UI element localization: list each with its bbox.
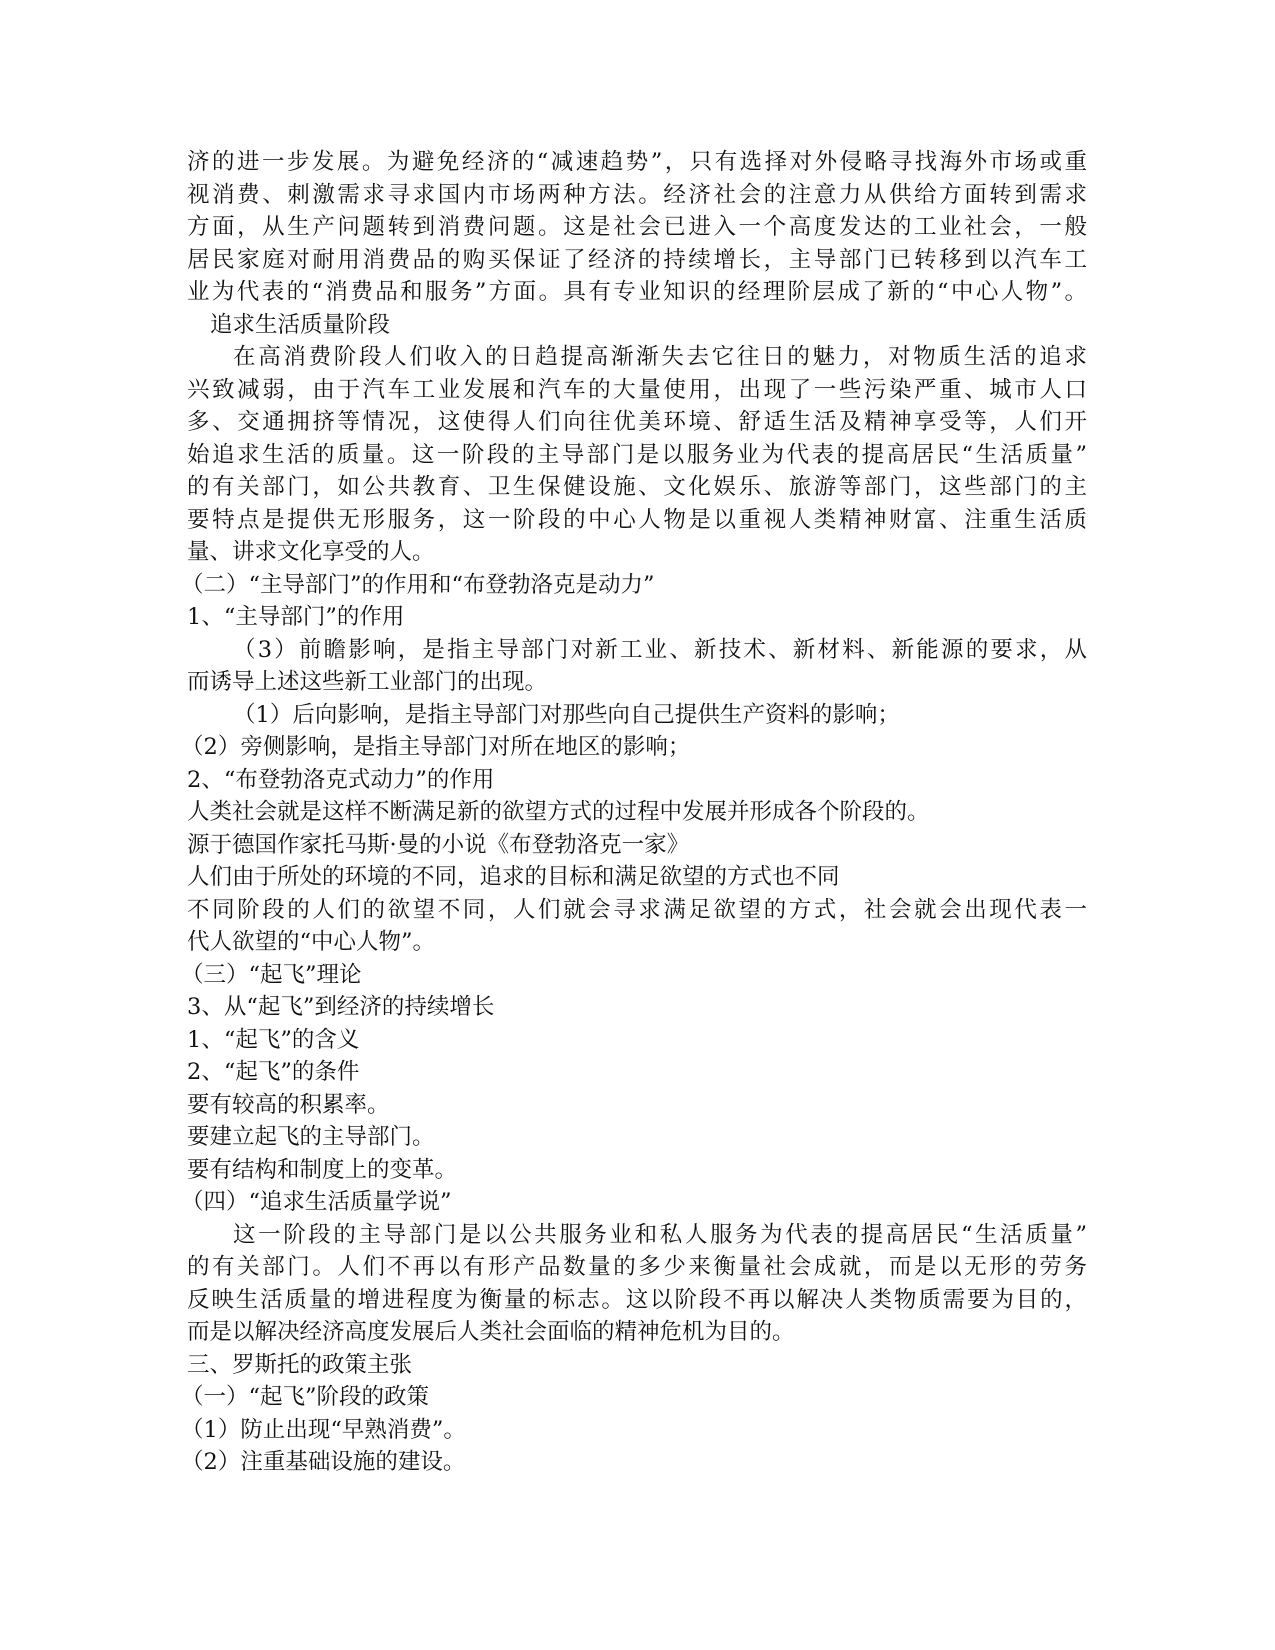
- paragraph-line: 人类社会就是这样不断满足新的欲望方式的过程中发展并形成各个阶段的。: [187, 799, 930, 825]
- section-heading: 三、罗斯托的政策主张: [187, 1351, 413, 1378]
- paragraph-line: 视消费、刺激需求寻求国内市场两种方法。经济社会的注意力从供给方面转到需求: [187, 181, 1087, 208]
- paragraph-line: 代人欲望的“中心人物”。: [187, 929, 436, 955]
- section-heading: 2、“布登勃洛克式动力”的作用: [187, 766, 495, 793]
- list-item: （1）防止出现“早熟消费”。: [181, 1416, 466, 1443]
- list-item: （2）注重基础设施的建设。: [181, 1449, 466, 1475]
- paragraph-line: 始追求生活的质量。这一阶段的主导部门是以服务业为代表的提高居民“生活质量”: [187, 441, 1087, 468]
- paragraph-line: 在高消费阶段人们收入的日趋提高渐渐失去它往日的魅力，对物质生活的追求: [233, 344, 1087, 370]
- paragraph-line: 业为代表的“消费品和服务”方面。具有专业知识的经理阶层成了新的“中心人物”。: [187, 279, 1087, 305]
- paragraph-line: 而诱导上述这些新工业部门的出现。: [187, 669, 548, 695]
- paragraph-line: 兴致减弱，由于汽车工业发展和汽车的大量使用，出现了一些污染严重、城市人口: [187, 376, 1087, 403]
- paragraph-line: 人们由于所处的环境的不同，追求的目标和满足欲望的方式也不同: [187, 864, 840, 890]
- paragraph-line: 的有关部门，如公共教育、卫生保健设施、文化娱乐、旅游等部门，这些部门的主: [187, 474, 1087, 500]
- section-heading: 3、从“起飞”到经济的持续增长: [187, 994, 495, 1020]
- document-page: [181, 146, 1087, 1479]
- section-heading: 追求生活质量阶段: [210, 311, 391, 338]
- paragraph-line: 居民家庭对耐用消费品的购买保证了经济的持续增长，主导部门已转移到以汽车工: [187, 246, 1087, 273]
- paragraph-line: 量、讲求文化享受的人。: [187, 539, 435, 565]
- section-heading: （三）“起飞”理论: [181, 961, 362, 988]
- paragraph-line: 济的进一步发展。为避免经济的“减速趋势”，只有选择对外侵略寻找海外市场或重: [187, 149, 1087, 175]
- paragraph-line: 方面，从生产问题转到消费问题。这是社会已进入一个高度发达的工业社会，一般: [187, 214, 1087, 240]
- paragraph-line: 反映生活质量的增进程度为衡量的标志。这以阶段不再以解决人类物质需要为目的，: [187, 1286, 1087, 1313]
- section-heading: （一）“起飞”阶段的政策: [181, 1384, 430, 1410]
- paragraph-line: 多、交通拥挤等情况，这使得人们向往优美环境、舒适生活及精神享受等，人们开: [187, 409, 1087, 435]
- list-item: 要有较高的积累率。: [187, 1091, 390, 1118]
- paragraph-line: 源于德国作家托马斯·曼的小说《布登勃洛克一家》: [187, 831, 690, 858]
- section-heading: 1、“起飞”的含义: [187, 1026, 360, 1053]
- section-heading: 2、“起飞”的条件: [187, 1059, 360, 1085]
- section-heading: （四）“追求生活质量学说”: [181, 1189, 452, 1215]
- paragraph-line: （1）后向影响，是指主导部门对那些向自己提供生产资料的影响；: [233, 701, 900, 728]
- paragraph-line: （3）前瞻影响，是指主导部门对新工业、新技术、新材料、新能源的要求，从: [233, 636, 1087, 663]
- paragraph-line: （2）旁侧影响，是指主导部门对所在地区的影响；: [181, 734, 691, 760]
- list-item: 要有结构和制度上的变革。: [187, 1156, 458, 1183]
- paragraph-line: 而是以解决经济高度发展后人类社会面临的精神危机为目的。: [187, 1319, 795, 1345]
- paragraph-line: 这一阶段的主导部门是以公共服务业和私人服务为代表的提高居民“生活质量”: [233, 1221, 1087, 1248]
- paragraph-line: 的有关部门。人们不再以有形产品数量的多少来衡量社会成就，而是以无形的劳务: [187, 1254, 1087, 1280]
- section-heading: 1、“主导部门”的作用: [187, 604, 405, 630]
- paragraph-line: 不同阶段的人们的欲望不同，人们就会寻求满足欲望的方式，社会就会出现代表一: [187, 896, 1087, 923]
- section-heading: （二）“主导部门”的作用和“布登勃洛克是动力”: [181, 571, 655, 598]
- paragraph-line: 要特点是提供无形服务，这一阶段的中心人物是以重视人类精神财富、注重生活质: [187, 506, 1087, 533]
- list-item: 要建立起飞的主导部门。: [187, 1124, 435, 1150]
